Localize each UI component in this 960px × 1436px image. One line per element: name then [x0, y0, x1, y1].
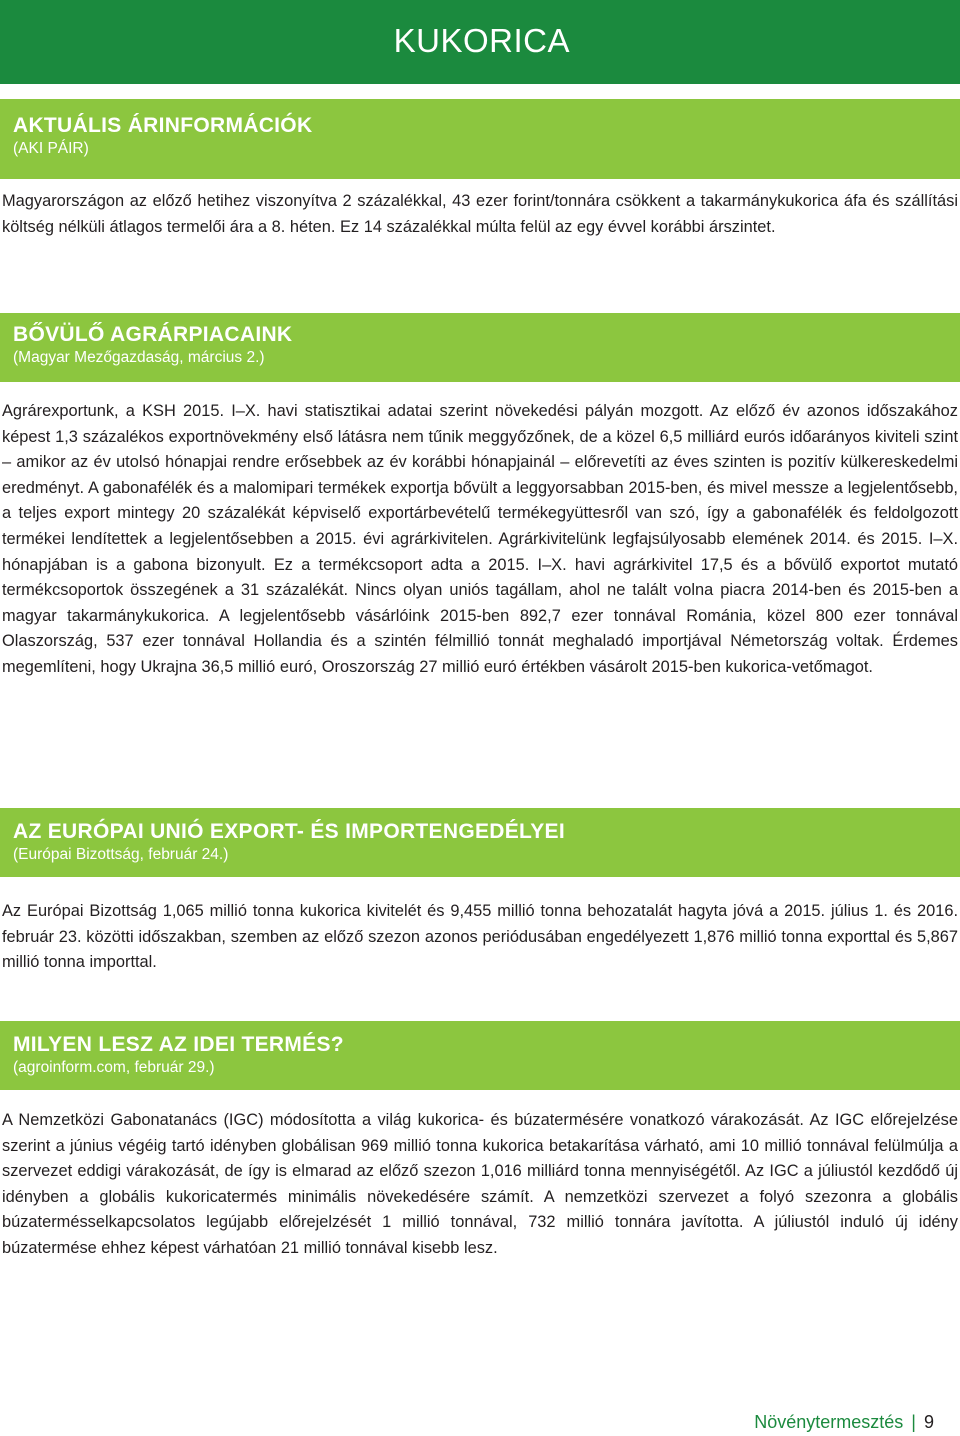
page-footer [754, 1410, 934, 1434]
page-number: 9 [923, 1412, 934, 1432]
title-bar [0, 0, 960, 84]
footer-separator: | [911, 1412, 916, 1432]
section-heading: BŐVÜLŐ AGRÁRPIACAINK [13, 323, 293, 346]
section-body-price-info: Magyarországon az előző hetihez viszonyítva 2 százalékkal, 43 ezer forint/tonnára csökkent a takarmánykukorica áfa és szállítási költség nélküli átlagos termelői ára a 8. héten. Ez 14 százalékkal múlta felül az egy évvel korábbi árszintet. [2, 192, 958, 236]
section-header-agri-markets [0, 313, 960, 382]
section-header-eu-licences [0, 808, 960, 877]
section-header-harvest [0, 1021, 960, 1090]
page-title: KUKORICA [393, 22, 570, 59]
footer-section-name: Növénytermesztés [754, 1412, 904, 1432]
section-source: (AKI PÁIR) [13, 140, 89, 157]
section-source: (Európai Bizottság, február 24.) [13, 846, 229, 863]
section-body-eu-licences: Az Európai Bizottság 1,065 millió tonna kukorica kivitelét és 9,455 millió tonna behozatalát hagyta jóvá a 2015. július 1. és 2016. február 23. közötti időszakban, szemben az előző szezon azonos periódusában engedélyezett 1,876 millió tonna exporttal és 5,867 millió tonna importtal. [2, 902, 958, 972]
section-body-harvest: A Nemzetközi Gabonatanács (IGC) módosította a világ kukorica- és búzatermésére vonatkozó várakozását. Az IGC előrejelzése szerint a június végéig tartó idényben globálisan 969 millió tonna kukorica betakarítása várható, ami 10 millió tonnával felülmúlja a szervezet eddigi várakozását, de így is elmarad az előző szezon 1,016 milliárd tonna mennyiségétől. Az IGC a júliustól kezdődő új idényben a globális kukoricatermés minimális növekedésére számít. A nemzetközi szervezet a folyó szezonra a globális búzatermésselkapcsolatos legújabb előrejelzését 1 millió tonnával, 732 millió tonnára javította. A júliustól induló új idény búzatermése ehhez képest várhatóan 21 millió tonnával kisebb lesz. [2, 1111, 958, 1257]
section-body-agri-markets: Agrárexportunk, a KSH 2015. I–X. havi statisztikai adatai szerint növekedési pályán mozgott. Az előző év azonos időszakához képest 1,3 százalékos exportnövekmény első látásra nem tűnik meggyőzőnek, de a közel 6,5 milliárd eurós időarányos kiviteli szint – amikor az év utolsó hónapjai rendre erősebbek az év korábbi hónapjainál – előrevetíti az éves szinten is pozitív külkereskedelmi eredményt. A gabonafélék és a malomipari termékek exportja bővült a leggyorsabban 2015-ben, és mivel messze a legjelentősebb, a teljes export mintegy 20 százalékát képviselő exportárbevételű termékegyüttesről van szó, így a gabonafélék és feldolgozott termékei lendítettek a legjelentősebben a 2015. évi agrárkivitelen. Agrárkivitelünk legfajsúlyosabb elemének 2014. és 2015. I–X. hónapjában is a gabona bizonyult. Ez a termékcsoport adta a 2015. I–X. havi agrárkivitel 17,5 és a bővülő exportot mutató termékcsoportok összegének a 31 százalékát. Nincs olyan uniós tagállam, ahol ne talált volna piacra 2014-ben és 2015-ben a magyar takarmánykukorica. A legjelentősebb vásárlóink 2015-ben 892,7 ezer tonnával Románia, közel 800 ezer tonnával Olaszország, 537 ezer tonnával Hollandia és a szintén félmillió tonnát meghaladó importjával Németország voltak. Érdemes megemlíteni, hogy Ukrajna 36,5 millió euró, Oroszország 27 millió euró értékben vásárolt 2015-ben kukorica-vetőmagot. [2, 402, 958, 676]
section-source: (agroinform.com, február 29.) [13, 1059, 215, 1076]
section-header-price-info [0, 99, 960, 179]
section-heading: MILYEN LESZ AZ IDEI TERMÉS? [13, 1033, 344, 1056]
section-heading: AZ EURÓPAI UNIÓ EXPORT- ÉS IMPORTENGEDÉLYEI [13, 820, 565, 843]
section-source: (Magyar Mezőgazdaság, március 2.) [13, 349, 265, 366]
section-heading: AKTUÁLIS ÁRINFORMÁCIÓK [13, 114, 313, 137]
